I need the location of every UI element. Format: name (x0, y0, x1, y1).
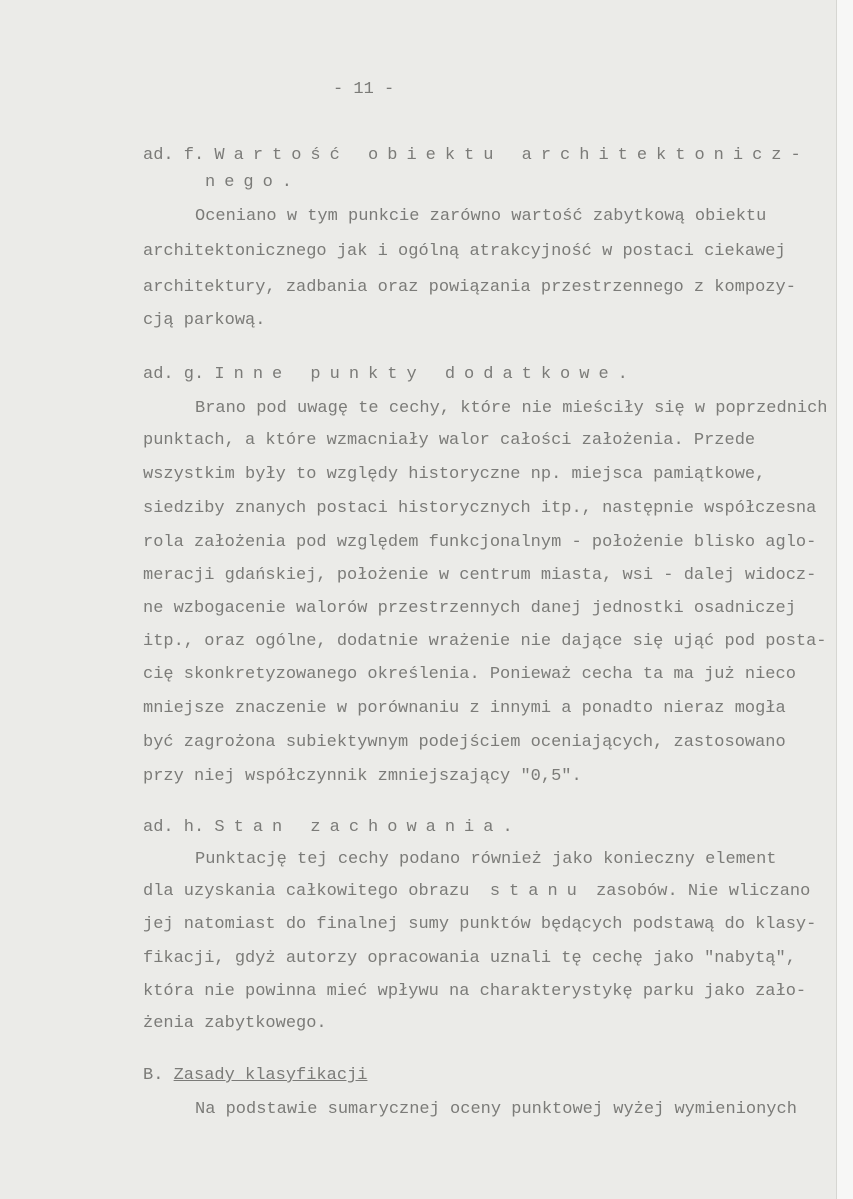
section-label: ad. f. (143, 146, 205, 165)
text-segment: zasobów. Nie wliczano (596, 882, 811, 901)
text-line: mniejsze znaczenie w porównaniu z innymi a ponadto nieraz mogła (143, 699, 786, 718)
text-line: jej natomiast do finalnej sumy punktów będących podstawą do klasy- (143, 915, 817, 934)
text-line (143, 882, 810, 901)
text-line: siedziby znanych postaci historycznych itp., następnie współczesna (143, 499, 817, 518)
text-line: rola założenia pod względem funkcjonalnym - położenie blisko aglo- (143, 533, 817, 552)
text-line: cię skonkretyzowanego określenia. Ponieważ cecha ta ma już nieco (143, 665, 796, 684)
text-line: Oceniano w tym punkcie zarówno wartość zabytkową obiektu (195, 207, 767, 226)
section-label: ad. h. (143, 818, 205, 837)
section-title: Wartość obiektu architektonicz- (214, 146, 810, 165)
section-label: ad. g. (143, 365, 205, 384)
text-line: Punktację tej cechy podano również jako konieczny element (195, 850, 777, 869)
text-line: żenia zabytkowego. (143, 1014, 327, 1033)
section-f-heading (143, 146, 810, 165)
text-line: architektury, zadbania oraz powiązania przestrzennego z kompozy- (143, 278, 796, 297)
text-line: cją parkową. (143, 311, 266, 330)
section-g-heading (143, 365, 637, 384)
section-title: Stan zachowania. (214, 818, 522, 837)
text-line: architektonicznego jak i ogólną atrakcyjność w postaci ciekawej (143, 242, 786, 261)
section-label: B. (143, 1066, 164, 1085)
text-line: ne wzbogacenie walorów przestrzennych danej jednostki osadniczej (143, 599, 796, 618)
page-number: - 11 - (333, 80, 395, 99)
text-line: fikacji, gdyż autorzy opracowania uznali tę cechę jako "nabytą", (143, 949, 796, 968)
section-b-heading (143, 1066, 367, 1085)
section-title: Inne punkty dodatkowe. (214, 365, 637, 384)
text-segment: dla uzyskania całkowitego obrazu (143, 882, 470, 901)
section-f-heading-cont: nego. (205, 173, 302, 192)
text-line: Na podstawie sumarycznej oceny punktowej wyżej wymienionych (195, 1100, 797, 1119)
text-line: być zagrożona subiektywnym podejściem oceniających, zastosowano (143, 733, 786, 752)
text-line: meracji gdańskiej, położenie w centrum miasta, wsi - dalej widocz- (143, 566, 817, 585)
section-title: Zasady klasyfikacji (173, 1066, 368, 1085)
text-line: punktach, a które wzmacniały walor całości założenia. Przede (143, 431, 756, 450)
text-line: itp., oraz ogólne, dodatnie wrażenie nie dające się ująć pod posta- (143, 632, 827, 651)
text-line: przy niej współczynnik zmniejszający "0,5". (143, 767, 582, 786)
spaced-word: stanu (489, 882, 586, 901)
text-line: wszystkim były to względy historyczne np. miejsca pamiątkowe, (143, 465, 766, 484)
text-line: Brano pod uwagę te cechy, które nie mieściły się w poprzednich (195, 399, 828, 418)
scan-edge (836, 0, 853, 1199)
section-h-heading (143, 818, 522, 837)
text-line: która nie powinna mieć wpływu na charakterystykę parku jako zało- (143, 982, 807, 1001)
